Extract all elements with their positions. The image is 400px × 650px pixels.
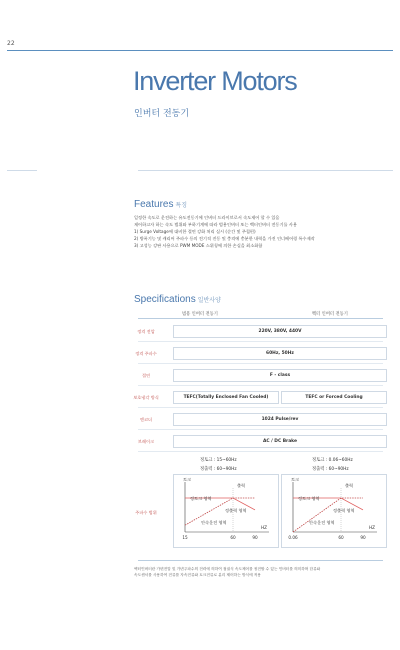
divider-short [7, 170, 37, 171]
row-label-brake: 브레이크 [137, 439, 155, 444]
feature-line: 제어하고자 하는 속도 범위와 부하기계에 따라 범용인버터 또는 벡터인버터 전동기를 사용 [134, 221, 297, 227]
row-label-protection: 보호냉각 방식 [133, 395, 159, 400]
feature-line: 2) 방폭기능 및 캐리어 주파수 등의 전기적 진동 및 충격에 충분한 내력을 가진 인너베어링 특수제작 [134, 235, 315, 241]
top-rule [7, 50, 393, 51]
header-rule [138, 318, 383, 319]
footnote-line: 속도센서를 사용하여 전류를 자속전류와 토크전류로 분리 제어하는 방식에 적용 [134, 573, 261, 578]
row-separator [138, 341, 383, 342]
row-value-protection-general: TEFC(Totally Enclosed Fan Cooled) [173, 391, 279, 404]
feature-line: 3) 고성능 강판 사용으로 PWM MODE 스위칭에 의한 손실을 최소화함 [134, 242, 263, 248]
page-subtitle: 인버터 전동기 [134, 109, 190, 119]
speed-general-torque: 정토크 : 15~60Hz [200, 458, 237, 463]
divider-rule [138, 170, 393, 171]
x-tick-label: 0.06 [288, 535, 298, 540]
annotation-constant-power: 정출력 영역 [225, 508, 247, 513]
annotation-constant-torque: 정토크 영역 [298, 496, 320, 501]
speed-vector-power: 정출력 : 60~90Hz [312, 467, 349, 472]
row-value-insulation: F - class [173, 369, 387, 382]
features-heading [134, 199, 187, 210]
y-axis-label: 토크 [291, 477, 300, 482]
row-value-voltage: 220V, 380V, 440V [173, 325, 387, 338]
annotation-constant-power: 정출력 영역 [333, 508, 355, 513]
annotation-low-speed: 안속운전 영역 [309, 520, 335, 525]
specs-heading-ko: 일반사양 [197, 298, 221, 304]
page-number: 22 [7, 40, 15, 47]
row-label-encoder: 엔코더 [139, 417, 153, 422]
row-separator [138, 429, 383, 430]
row-label-voltage: 정격 전압 [137, 329, 155, 334]
row-label-frequency: 정격 주파수 [135, 351, 157, 356]
row-value-brake: AC / DC Brake [173, 435, 387, 448]
x-tick-label: 15 [182, 535, 188, 540]
row-value-frequency: 60Hz, 50Hz [173, 347, 387, 360]
row-separator [138, 451, 383, 452]
row-label-insulation: 절연 [141, 373, 151, 378]
row-value-encoder: 1024 Pulse/rev [173, 413, 387, 426]
x-axis-label: HZ [260, 525, 267, 530]
row-value-protection-vector: TEFC or Forced Cooling [281, 391, 387, 404]
x-tick-label: 90 [360, 535, 366, 540]
annotation-low-speed: 안속운전 영역 [201, 520, 227, 525]
footnote [134, 566, 396, 579]
specs-heading [134, 294, 221, 305]
feature-line: 1) Surge Voltage에 대비한 절연 강화 처리 실시 (순간 및 주철편) [134, 228, 256, 234]
column-header-general: 범용 인버터 전동기 [182, 312, 218, 317]
speed-vector-torque: 정토크 : 0.06~60Hz [312, 458, 353, 463]
features-list [134, 215, 394, 250]
row-separator [138, 385, 383, 386]
row-separator [138, 407, 383, 408]
speed-chart-general [173, 474, 279, 548]
annotation-output: 출력 [237, 483, 246, 488]
footer-rule [138, 560, 383, 561]
features-heading-ko: 특징 [175, 203, 188, 209]
column-header-vector: 벡터 인버터 전동기 [312, 312, 348, 317]
page-title: Inverter Motors [133, 66, 297, 96]
row-separator [138, 363, 383, 364]
specs-heading-en: Specifications [134, 294, 196, 305]
annotation-constant-torque: 정토크 영역 [190, 496, 212, 501]
speed-chart-vector [281, 474, 387, 548]
footnote-line: 벡터인버터란 가변전압 및 가변주파수의 전력에 의하여 접권식 속도제어를 정전할 수 있는 인버터를 의미하며 한류와 [134, 567, 321, 571]
annotation-output: 출력 [345, 483, 354, 488]
x-axis-label: HZ [368, 525, 375, 530]
speed-general-power: 정출력 : 60~90Hz [200, 467, 237, 472]
x-tick-label: 90 [252, 535, 258, 540]
output-series-line [293, 498, 363, 532]
y-axis-label: 토크 [183, 477, 192, 482]
features-heading-en: Features [134, 199, 174, 210]
x-tick-label: 60 [230, 535, 236, 540]
row-label-speed: 주파수 범위 [135, 510, 157, 515]
x-tick-label: 60 [338, 535, 344, 540]
feature-line: 일정한 속도로 운전하는 유도전동기에 인버터 드라이브로서 속도제어 할 수 있음 [134, 215, 280, 220]
